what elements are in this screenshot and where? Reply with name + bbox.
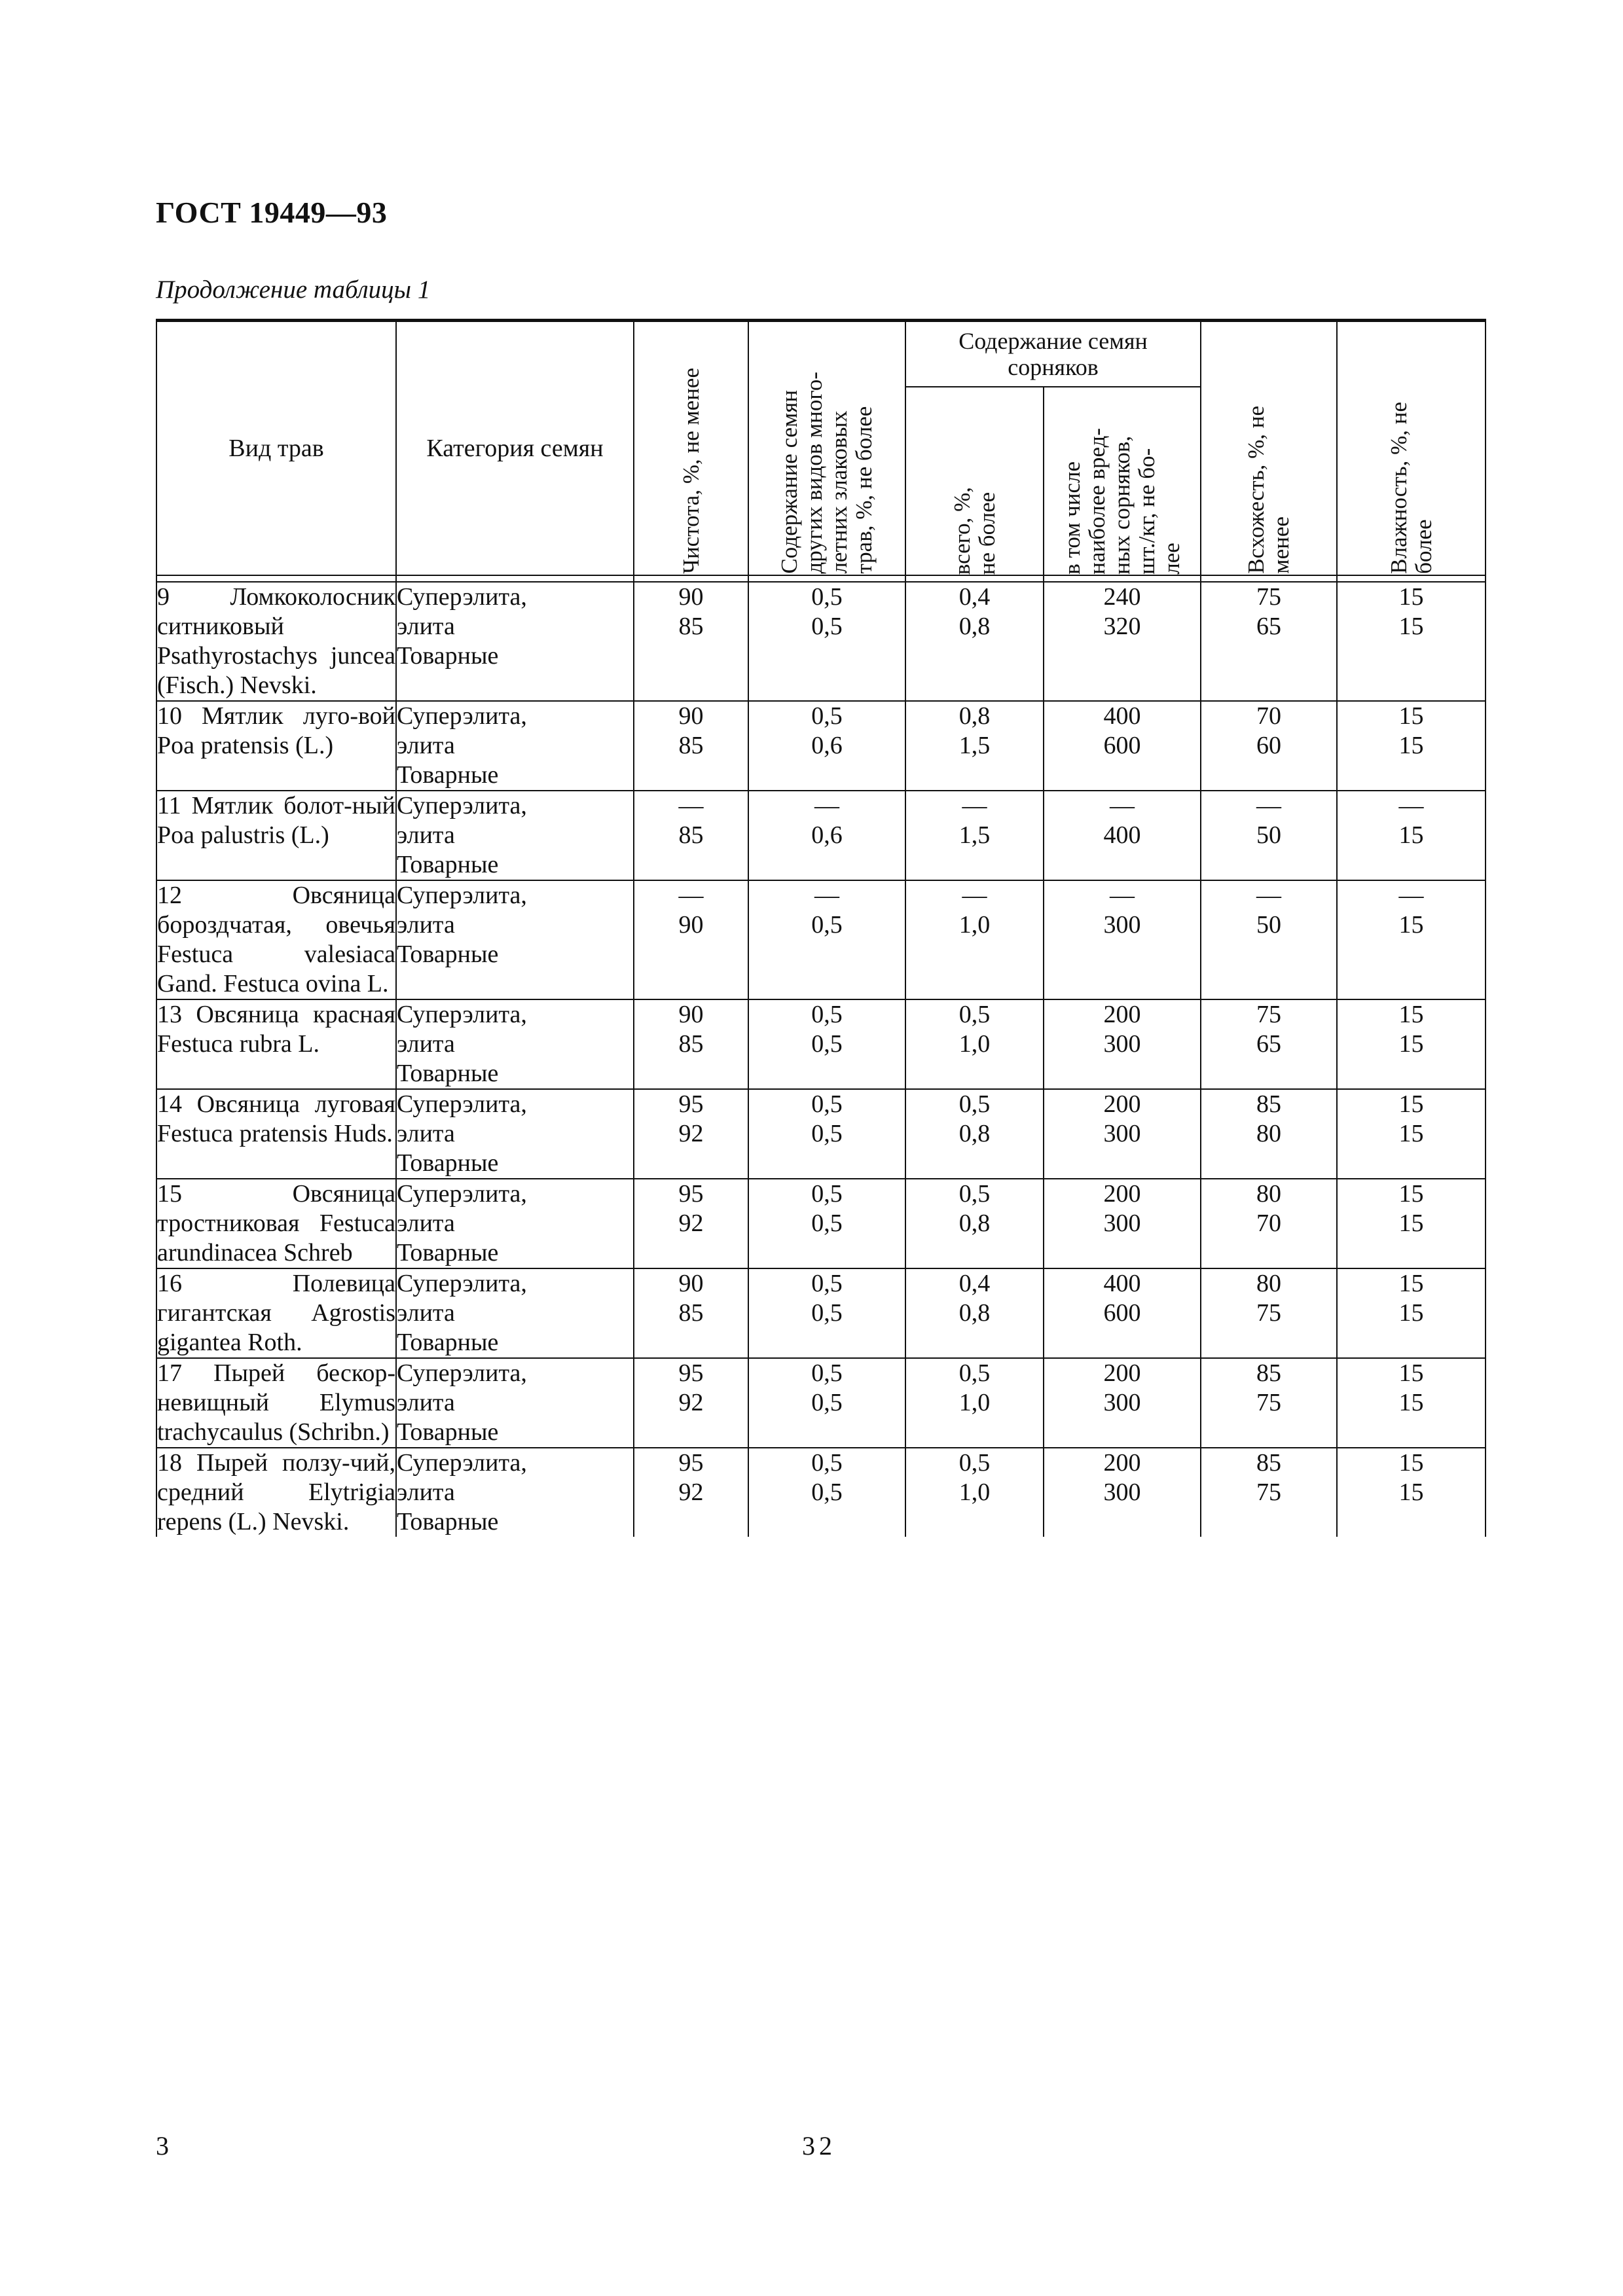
row-other-grasses: — 0,6 xyxy=(748,791,905,880)
seed-quality-table xyxy=(156,319,1486,1537)
header-weeds-total: всего, %, не более xyxy=(949,486,1000,575)
row-moisture: 15 15 xyxy=(1337,1089,1486,1179)
row-category: Суперэлита, элита Товарные xyxy=(396,1179,634,1268)
row-species-name: 14 Овсяница луговая Festuca pratensis Huds. xyxy=(156,1089,396,1179)
row-weeds-total: 0,5 1,0 xyxy=(905,1358,1044,1448)
row-weeds-total: 0,8 1,5 xyxy=(905,701,1044,791)
row-category: Суперэлита, элита Товарные xyxy=(396,582,634,701)
header-weeds-harmful: в том числе наиболее вред- ных сорняков, шт./кг, не бо- лее xyxy=(1059,428,1184,575)
table-row xyxy=(156,582,1486,701)
document-title: ГОСТ 19449—93 xyxy=(156,196,388,229)
row-other-grasses: 0,5 0,5 xyxy=(748,1089,905,1179)
row-other-grasses: 0,5 0,5 xyxy=(748,1179,905,1268)
row-weeds-total: — 1,0 xyxy=(905,880,1044,999)
table-row xyxy=(156,999,1486,1089)
row-purity: 90 85 xyxy=(634,1268,748,1358)
row-category: Суперэлита, элита Товарные xyxy=(396,999,634,1089)
row-moisture: 15 15 xyxy=(1337,1448,1486,1537)
row-category: Суперэлита, элита Товарные xyxy=(396,1448,634,1537)
row-moisture: 15 15 xyxy=(1337,1268,1486,1358)
header-purity-cell xyxy=(634,321,748,576)
row-purity: 90 85 xyxy=(634,582,748,701)
row-other-grasses: 0,5 0,5 xyxy=(748,999,905,1089)
row-category: Суперэлита, элита Товарные xyxy=(396,880,634,999)
row-moisture: — 15 xyxy=(1337,880,1486,999)
row-species-name: 12 Овсяница бороздчатая, овечья Festuca valesiaca Gand. Festuca ovina L. xyxy=(156,880,396,999)
header-other-grasses: Содержание семян других видов много- летних злаковых трав, %, не более xyxy=(776,372,877,574)
row-purity: — 90 xyxy=(634,880,748,999)
header-moisture-cell xyxy=(1337,321,1486,576)
table-caption: Продолжение таблицы 1 xyxy=(156,276,431,304)
row-weeds-harmful: 240 320 xyxy=(1044,582,1201,701)
table-row xyxy=(156,1089,1486,1179)
row-germination: — 50 xyxy=(1201,791,1337,880)
header-weeds-group: Содержание семян сорняков xyxy=(905,321,1201,387)
row-other-grasses: 0,5 0,5 xyxy=(748,1358,905,1448)
row-purity: 95 92 xyxy=(634,1358,748,1448)
row-species-name: 16 Полевица гигантская Agrostis gigantea Roth. xyxy=(156,1268,396,1358)
row-other-grasses: — 0,5 xyxy=(748,880,905,999)
table-row xyxy=(156,1179,1486,1268)
row-purity: 90 85 xyxy=(634,701,748,791)
header-separator xyxy=(156,575,1486,582)
row-weeds-harmful: 200 300 xyxy=(1044,1448,1201,1537)
row-weeds-harmful: — 400 xyxy=(1044,791,1201,880)
row-moisture: 15 15 xyxy=(1337,1179,1486,1268)
row-germination: 75 65 xyxy=(1201,999,1337,1089)
row-weeds-harmful: 400 600 xyxy=(1044,1268,1201,1358)
row-purity: — 85 xyxy=(634,791,748,880)
row-category: Суперэлита, элита Товарные xyxy=(396,1089,634,1179)
row-species-name: 17 Пырей бескор-невищный Elymus trachycaulus (Schribn.) xyxy=(156,1358,396,1448)
row-weeds-total: 0,4 0,8 xyxy=(905,582,1044,701)
table-row xyxy=(156,1448,1486,1537)
row-category: Суперэлита, элита Товарные xyxy=(396,791,634,880)
row-weeds-total: 0,5 1,0 xyxy=(905,999,1044,1089)
row-species-name: 9 Ломкоколосник ситниковый Psathyrostachys juncea (Fisch.) Nevski. xyxy=(156,582,396,701)
row-species-name: 10 Мятлик луго-вой Poa pratensis (L.) xyxy=(156,701,396,791)
row-purity: 95 92 xyxy=(634,1179,748,1268)
row-weeds-harmful: 200 300 xyxy=(1044,1179,1201,1268)
row-weeds-harmful: 200 300 xyxy=(1044,999,1201,1089)
row-weeds-total: 0,4 0,8 xyxy=(905,1268,1044,1358)
row-weeds-harmful: 200 300 xyxy=(1044,1358,1201,1448)
header-category: Категория семян xyxy=(396,321,634,576)
row-weeds-total: 0,5 0,8 xyxy=(905,1179,1044,1268)
row-germination: 85 75 xyxy=(1201,1358,1337,1448)
row-weeds-harmful: 400 600 xyxy=(1044,701,1201,791)
table-row xyxy=(156,880,1486,999)
row-moisture: 15 15 xyxy=(1337,999,1486,1089)
row-other-grasses: 0,5 0,5 xyxy=(748,1448,905,1537)
table-body xyxy=(156,582,1486,1537)
page-footer-left: 3 xyxy=(156,2131,169,2161)
row-germination: 85 80 xyxy=(1201,1089,1337,1179)
row-germination: 80 75 xyxy=(1201,1268,1337,1358)
table-row xyxy=(156,1268,1486,1358)
header-germination-cell xyxy=(1201,321,1337,576)
row-other-grasses: 0,5 0,6 xyxy=(748,701,905,791)
row-weeds-harmful: — 300 xyxy=(1044,880,1201,999)
row-purity: 95 92 xyxy=(634,1089,748,1179)
row-category: Суперэлита, элита Товарные xyxy=(396,1268,634,1358)
header-germination: Всхожесть, %, не менее xyxy=(1243,406,1294,574)
row-weeds-harmful: 200 300 xyxy=(1044,1089,1201,1179)
row-germination: — 50 xyxy=(1201,880,1337,999)
header-weeds-total-cell xyxy=(905,387,1044,575)
page-number: 32 xyxy=(802,2131,836,2161)
table-row xyxy=(156,701,1486,791)
row-weeds-total: 0,5 0,8 xyxy=(905,1089,1044,1179)
row-species-name: 11 Мятлик болот-ный Poa palustris (L.) xyxy=(156,791,396,880)
row-weeds-total: 0,5 1,0 xyxy=(905,1448,1044,1537)
row-weeds-total: — 1,5 xyxy=(905,791,1044,880)
row-moisture: 15 15 xyxy=(1337,1358,1486,1448)
row-germination: 85 75 xyxy=(1201,1448,1337,1537)
row-moisture: — 15 xyxy=(1337,791,1486,880)
row-species-name: 13 Овсяница красная Festuca rubra L. xyxy=(156,999,396,1089)
row-other-grasses: 0,5 0,5 xyxy=(748,1268,905,1358)
table-header xyxy=(156,321,1486,583)
row-moisture: 15 15 xyxy=(1337,582,1486,701)
row-other-grasses: 0,5 0,5 xyxy=(748,582,905,701)
row-germination: 70 60 xyxy=(1201,701,1337,791)
header-other-grasses-cell xyxy=(748,321,905,576)
row-species-name: 15 Овсяница тростниковая Festuca arundinacea Schreb xyxy=(156,1179,396,1268)
table-row xyxy=(156,791,1486,880)
row-germination: 80 70 xyxy=(1201,1179,1337,1268)
table-row xyxy=(156,1358,1486,1448)
row-category: Суперэлита, элита Товарные xyxy=(396,1358,634,1448)
header-purity: Чистота, %, не менее xyxy=(678,368,704,574)
row-germination: 75 65 xyxy=(1201,582,1337,701)
row-purity: 95 92 xyxy=(634,1448,748,1537)
header-weeds-harmful-cell xyxy=(1044,387,1201,575)
header-species: Вид трав xyxy=(156,321,396,576)
row-species-name: 18 Пырей ползу-чий, средний Elytrigia repens (L.) Nevski. xyxy=(157,1449,395,1535)
row-purity: 90 85 xyxy=(634,999,748,1089)
row-moisture: 15 15 xyxy=(1337,701,1486,791)
row-category: Суперэлита, элита Товарные xyxy=(396,701,634,791)
header-moisture: Влажность, %, не более xyxy=(1385,402,1436,574)
